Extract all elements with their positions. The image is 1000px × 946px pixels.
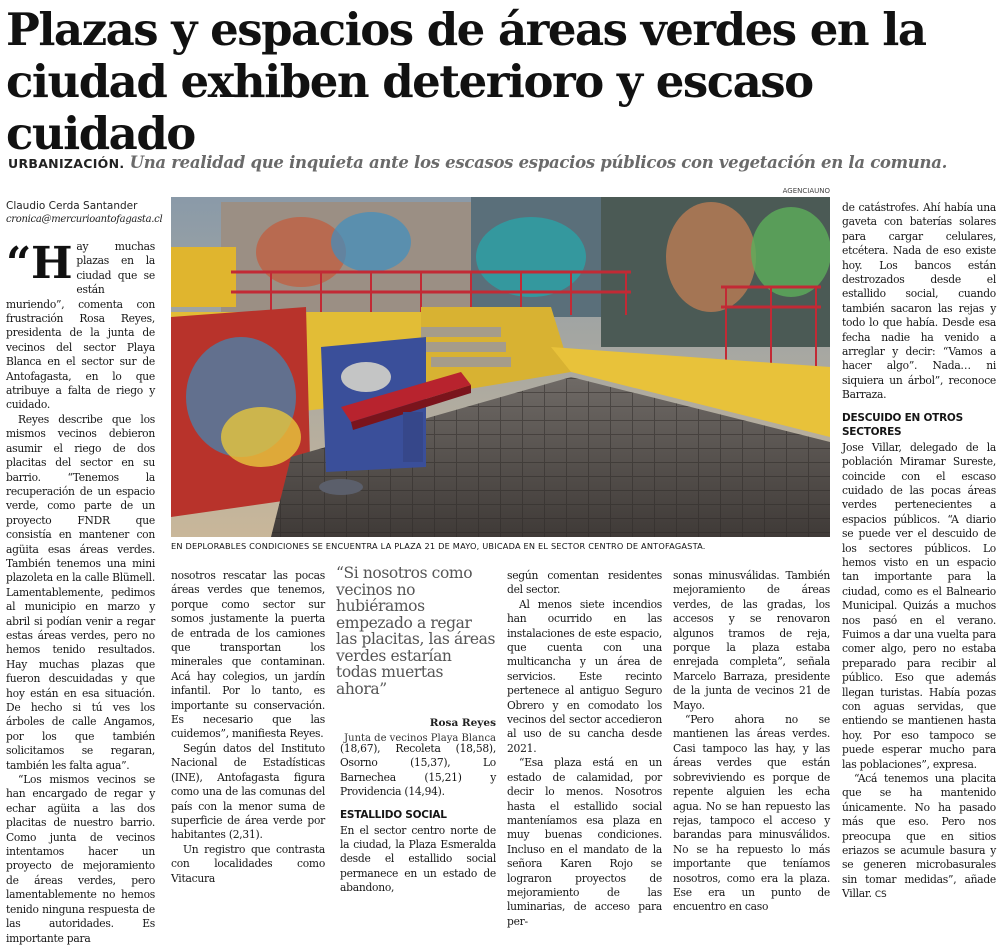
column-1 — [6, 240, 155, 946]
dek: Una realidad que inquieta ante los escasos espacios públicos con vegetación en la comuna. — [129, 153, 948, 172]
headline: Plazas y espacios de áreas verdes en la ciudad exhiben deterioro y escaso cuidado — [6, 3, 926, 160]
paragraph: “Esa plaza está en un estado de calamidad, por decir lo menos. Nosotros hasta el estallido social manteníamos esa plaza en muy buenas condiciones. Incluso en el mandato de la señora Karen Rojo se lograron proyectos de mejoramiento de las luminarias, de acceso para per- — [507, 756, 662, 928]
end-mark: CS — [874, 890, 887, 901]
section-heading: ESTALLIDO SOCIAL — [340, 808, 447, 821]
subheadline — [8, 152, 998, 175]
lead-paragraph: “Hay muchas plazas en la ciudad que se están muriendo”, comenta con frustración Rosa Reyes, presidenta de la junta de vecinos del sector Playa Blanca en el sector sur de Antofagasta, en lo que atribuye a falta de riego y cuidado. — [6, 238, 155, 412]
author-name: Claudio Cerda Santander — [6, 200, 138, 212]
pull-quote-text: “Si nosotros como vecinos no hubiéramos empezado a regar las placitas, las áreas verdes estarían todas muertas ahora” — [336, 564, 496, 698]
column-5 — [673, 569, 830, 915]
drop-cap: “H — [6, 238, 73, 289]
photo-credit: AGENCIAUNO — [782, 187, 830, 195]
byline — [6, 200, 161, 225]
section-heading: DESCUIDO EN OTROS SECTORES — [842, 411, 963, 438]
paragraph: Un registro que contrasta con localidades como Vitacura — [171, 842, 325, 885]
section-kicker: URBANIZACIÓN. — [8, 156, 125, 171]
pull-quote-name: Rosa Reyes — [429, 717, 496, 729]
column-3 — [340, 742, 496, 896]
paragraph: Reyes describe que los mismos vecinos debieron asumir el riego de dos placitas del sector en su barrio. “Tenemos la recuperación de un espacio verde, como parte de un proyecto FNDR que consistía en mantener con agüita esas áreas verdes. También tenemos una mini plazoleta en la calle Blümell. Lamentablemente, pedimos al municipio en marzo y abril si podían venir a regar estas áreas verdes, pero no hemos tenido resultados. Hay muchas plazas que fueron descuidadas y que hoy están en esa situación. De hecho si tú ves los árboles de calle Angamos, por los que también solicitamos se regaran, también les falta agua”. — [6, 412, 155, 772]
paragraph: (18,67), Recoleta (18,58), Osorno (15,37), Lo Barnechea (15,21) y Providencia (14,94). — [340, 742, 496, 799]
paragraph: de catástrofes. Ahí había una gaveta con baterías solares para cargar celulares, etcétera. Nada de eso existe hoy. Los bancos están destrozados desde el estallido social, cuando también sacaron las rejas y todo lo que había. Desde esa fecha nadie ha venido a arreglar y decir: “Vamos a hacer algo”. Nada… ni siquiera un árbol”, reconoce Barraza. — [842, 201, 996, 402]
pull-quote — [336, 565, 496, 744]
plaza-photo-illustration — [171, 197, 830, 537]
author-email: cronica@mercurioantofagasta.cl — [6, 214, 163, 225]
column-2 — [171, 569, 325, 886]
column-4 — [507, 569, 662, 929]
paragraph: “Los mismos vecinos se han encargado de regar y echar agüita a las dos placitas de nuestro barrio. Como junta de vecinos intentamos hacer un proyecto de mejoramiento de áreas verdes, pero lamentablemente no hemos tenido ninguna respuesta de las autoridades. Es importante para — [6, 773, 155, 945]
photo-caption: EN DEPLORABLES CONDICIONES SE ENCUENTRA LA PLAZA 21 DE MAYO, UBICADA EN EL SECTOR CENTRO DE ANTOFAGASTA. — [171, 541, 706, 551]
paragraph: Jose Villar, delegado de la población Miramar Sureste, coincide con el escaso cuidado de las pocas áreas verdes pertenecientes a espacios públicos. “A diario se puede ver el descuido de los sectores públicos. Lo hemos visto en un espacio tan importante para la ciudad, como es el Balneario Municipal. Quizás a muchos nos pasó en el verano. Fuimos a dar una vuelta para comer algo, pero no estaba preparado para recibir al público. Eso que además llegan turistas. Había pozas con aguas servidas, que entiendo se mantienen hasta hoy. Por eso tampoco se puede esperar mucho para las poblaciones”, expresa. — [842, 440, 996, 771]
paragraph: Al menos siete incendios han ocurrido en las instalaciones de este espacio, que cuenta con una multicancha y un área de servicios. Este recinto pertenece al antiguo Seguro Obrero y en comodato los vecinos del sector accedieron al uso de su cancha desde 2021. — [507, 597, 662, 755]
paragraph: “Acá tenemos una placita que se ha mantenido únicamente. No ha pasado más que eso. Pero nos preocupa que en sitios eriazos se acumule basura y se generen microbasurales sin tomar medidas”, añade Villar. CS — [842, 772, 996, 901]
article-photo — [171, 197, 830, 537]
pull-quote-role: Junta de vecinos Playa Blanca — [344, 733, 496, 744]
paragraph: “Pero ahora no se mantienen las áreas verdes. Casi tampoco las hay, y las áreas verdes que están sobreviviendo es porque de repente alguien les echa agua. No se han repuesto las rejas, tampoco el acceso y barandas para minusválidos. No se ha repuesto lo más importante que teníamos nosotros, como era la plaza. Ese era un punto de encuentro en caso — [673, 713, 830, 914]
paragraph: sonas minusválidas. También mejoramiento de áreas verdes, de las gradas, los accesos y se renovaron algunos tramos de reja, porque la plaza estaba enrejada completa”, señala Marcelo Barraza, presidente de la junta de vecinos 21 de Mayo. — [673, 569, 830, 712]
paragraph: En el sector centro norte de la ciudad, la Plaza Esmeralda desde el estallido social permanece en un estado de abandono, — [340, 823, 496, 895]
paragraph: Según datos del Instituto Nacional de Estadísticas (INE), Antofagasta figura como una de las comunas del país con la menor suma de superficie de área verde por habitantes (2,31). — [171, 741, 325, 842]
paragraph: según comentan residentes del sector. — [507, 569, 662, 597]
column-6 — [842, 201, 996, 903]
paragraph: nosotros rescatar las pocas áreas verdes que tenemos, porque como sector sur somos justamente la puerta de entrada de los camiones que transportan los minerales que contaminan. Acá hay colegios, un jardín infantil. Por lo tanto, es importante su conservación. Es necesario que las cuidemos”, manifiesta Reyes. — [171, 569, 325, 741]
